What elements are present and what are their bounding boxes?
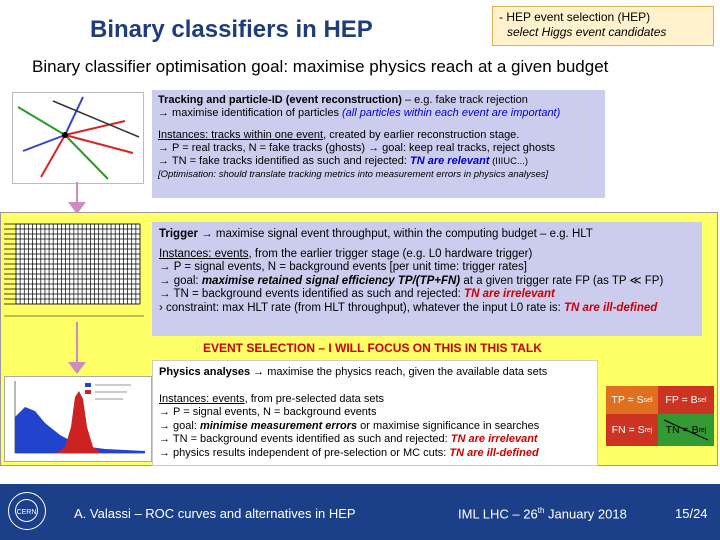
confusion-fn-cell	[606, 414, 658, 446]
hep-note-line1: - HEP event selection (HEP)	[499, 10, 651, 24]
physics-instances-b: , from pre-selected data sets	[244, 392, 385, 405]
tracking-instances	[158, 129, 599, 142]
physics-goal-b: minimise measurement errors	[199, 419, 358, 432]
confusion-fp-sub: sel	[697, 396, 707, 404]
confusion-tn: TN = B	[665, 424, 699, 436]
footer-conf-sup: th	[537, 506, 545, 515]
trigger-goal-a: → goal:	[159, 274, 202, 287]
confusion-fn-sub: rej	[644, 426, 653, 434]
trigger-grid-illustration	[4, 216, 144, 320]
trigger-p-line: → P = signal events, N = background events [per unit time: trigger rates]	[159, 261, 527, 273]
footer-conference	[458, 506, 627, 521]
hep-note-line2: select Higgs event candidates	[507, 25, 667, 39]
physics-result	[159, 447, 591, 461]
confusion-tp: TP = S	[611, 394, 644, 406]
trigger-panel	[152, 222, 702, 336]
tracking-heading-bold: Tracking and particle-ID (event reconstruction)	[158, 94, 402, 106]
confusion-fp: FP = B	[665, 394, 698, 406]
tracking-instances-b: , created by earlier reconstruction stage.	[323, 129, 520, 141]
trigger-instances	[159, 248, 695, 262]
physics-heading-bold: Physics analyses	[159, 366, 251, 378]
trigger-heading-rest: → maximise signal event throughput, within the computing budget – e.g. HLT	[197, 228, 593, 240]
physics-tn-a: → TN = background events identified as such and rejected:	[159, 433, 451, 445]
footer-author: A. Valassi – ROC curves and alternatives in HEP	[74, 506, 356, 521]
tracking-line2-a: → maximise identification of particles	[158, 107, 343, 119]
physics-heading-rest: → maximise the physics reach, given the available data sets	[250, 366, 548, 378]
physics-goal	[159, 420, 591, 434]
tracking-instances-a: Instances: tracks within one event	[158, 129, 324, 141]
event-selection-heading: EVENT SELECTION – I WILL FOCUS ON THIS IN THIS TALK	[203, 341, 542, 355]
trigger-instances-a: Instances: events	[159, 247, 249, 260]
tracks-illustration	[12, 92, 144, 184]
trigger-constraint-b: TN are ill-defined	[564, 301, 658, 314]
confusion-tn-cross	[660, 416, 712, 444]
physics-tn-b: TN are irrelevant	[450, 433, 538, 445]
tracking-line2-b: (all particles within each event are important)	[342, 107, 561, 119]
physics-result-b: TN are ill-defined	[449, 446, 539, 459]
trigger-tn-b: TN are irrelevant	[464, 288, 555, 300]
cern-logo-text: CERN	[16, 509, 37, 516]
cern-logo-icon	[8, 492, 46, 530]
confusion-tp-cell	[606, 386, 658, 414]
slide-subtitle: Binary classifier optimisation goal: maximise physics reach at a given budget	[32, 57, 609, 76]
tracking-heading	[158, 94, 599, 107]
tracking-tn-c: (IIIUC...)	[489, 156, 529, 167]
physics-instances-a: Instances: events	[159, 392, 245, 405]
physics-p-line: → P = signal events, N = background events	[159, 406, 377, 418]
physics-panel	[152, 360, 598, 466]
histogram-illustration	[4, 376, 152, 462]
tracking-tn-line	[158, 155, 599, 168]
confusion-tp-sub: sel	[643, 396, 653, 404]
slide-title: Binary classifiers in HEP	[90, 16, 373, 43]
trigger-heading-bold: Trigger	[159, 228, 198, 240]
physics-result-a: → physics results independent of pre-selection or MC cuts:	[159, 446, 450, 459]
tracking-p-line: → P = real tracks, N = fake tracks (ghosts) → goal: keep real tracks, reject ghosts	[158, 142, 556, 154]
physics-goal-c: or maximise significance in searches	[357, 419, 540, 432]
hep-note-box	[492, 6, 714, 46]
trigger-tn-a: → TN = background events identified as such and rejected:	[159, 288, 465, 300]
tracking-tn-a: → TN = fake tracks identified as such and rejected:	[158, 155, 411, 167]
physics-tn	[159, 433, 591, 447]
trigger-goal-b: maximise retained signal efficiency TP/(TP+FN)	[201, 274, 461, 287]
footer-conf-b: January 2018	[544, 506, 627, 522]
physics-heading	[159, 366, 591, 380]
trigger-constraint	[159, 302, 695, 316]
trigger-heading	[159, 228, 695, 242]
trigger-goal-c: at a given trigger rate FP (as TP ≪ FP)	[460, 274, 664, 287]
cern-logo-drawing	[9, 493, 44, 528]
tracking-tn-b: TN are relevant	[410, 155, 490, 167]
arrow-trigger-to-physics	[76, 322, 78, 366]
trigger-goal	[159, 275, 695, 289]
tracking-panel	[152, 90, 605, 198]
confusion-fn: FN = S	[611, 424, 645, 436]
tracks-drawing	[13, 93, 143, 183]
footer-conf-a: IML LHC – 26	[458, 506, 538, 522]
tracking-line2	[158, 107, 599, 120]
trigger-constraint-a: › constraint: max HLT rate (from HLT throughput), whatever the input L0 rate is:	[159, 301, 565, 314]
tracking-heading-rest: – e.g. fake track rejection	[401, 94, 528, 106]
trigger-tn	[159, 288, 695, 302]
arrow-head-2	[68, 362, 86, 374]
histogram-drawing	[5, 377, 151, 461]
page-number: 15/24	[675, 506, 708, 521]
tracking-optimisation: [Optimisation: should translate tracking metrics into measurement errors in physics analyses]	[158, 169, 549, 180]
physics-goal-a: → goal:	[159, 419, 200, 432]
trigger-instances-b: , from the earlier trigger stage (e.g. L0 hardware trigger)	[248, 247, 533, 260]
confusion-tn-sub: rej	[698, 426, 707, 434]
physics-instances	[159, 393, 591, 407]
confusion-fp-cell	[658, 386, 714, 414]
